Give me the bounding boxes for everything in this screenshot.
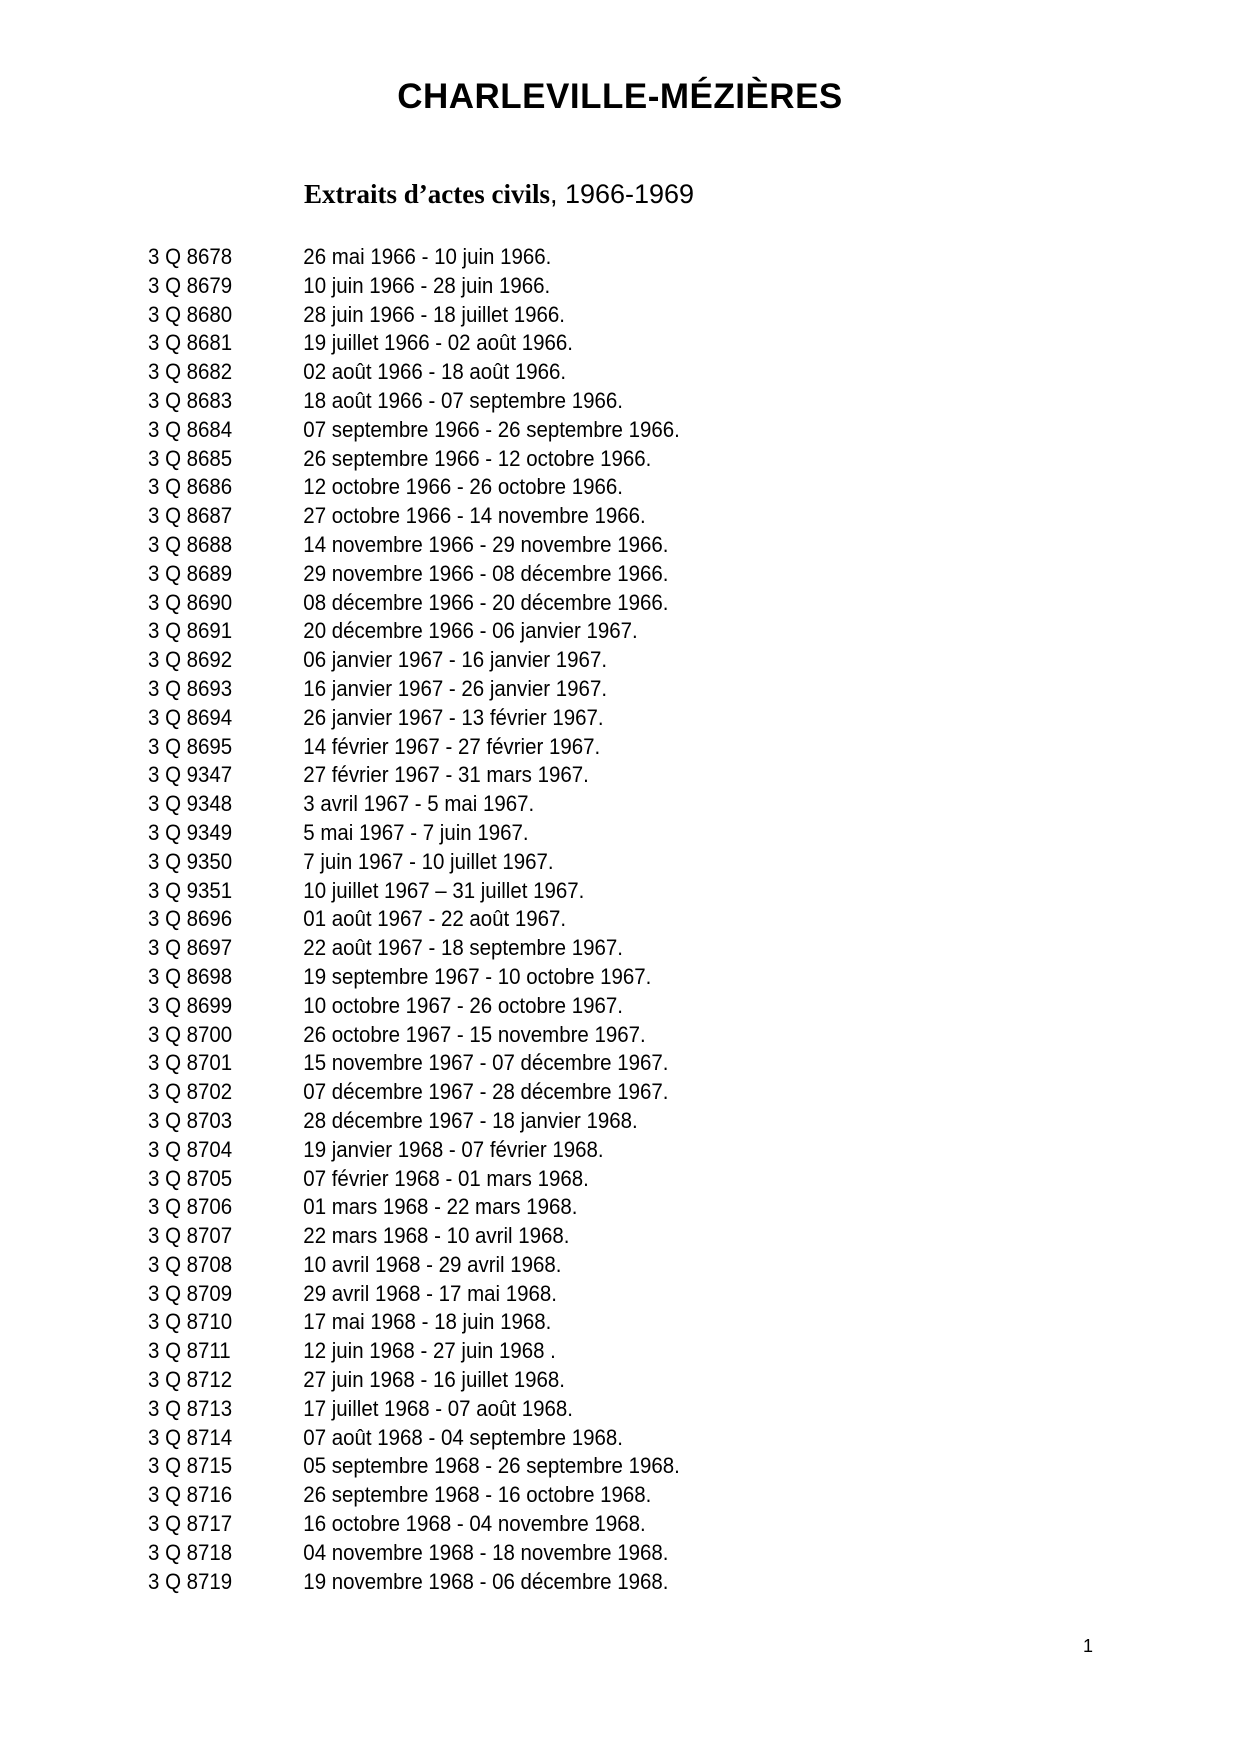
record-date-range: 29 avril 1968 - 17 mai 1968.: [303, 1280, 557, 1306]
record-date-range: 10 juillet 1967 – 31 juillet 1967.: [303, 877, 585, 903]
record-row: [148, 1395, 680, 1424]
record-code: 3 Q 8711: [148, 1338, 231, 1364]
record-row: [148, 1510, 680, 1539]
record-code: 3 Q 9347: [148, 762, 233, 788]
record-date-range: 12 juin 1968 - 27 juin 1968 .: [303, 1338, 556, 1364]
record-code: 3 Q 8714: [148, 1424, 233, 1450]
record-list: [148, 243, 720, 1596]
record-date-range: 16 octobre 1968 - 04 novembre 1968.: [303, 1511, 646, 1537]
record-date-range: 15 novembre 1967 - 07 décembre 1967.: [303, 1050, 669, 1076]
record-row: [148, 1568, 680, 1597]
record-row: [148, 790, 680, 819]
record-code: 3 Q 8684: [148, 416, 233, 442]
record-row: [148, 243, 680, 272]
record-date-range: 27 octobre 1966 - 14 novembre 1966.: [303, 503, 646, 529]
record-date-range: 10 juin 1966 - 28 juin 1966.: [303, 272, 551, 298]
record-code: 3 Q 8689: [148, 560, 233, 586]
record-date-range: 17 mai 1968 - 18 juin 1968.: [303, 1309, 552, 1335]
record-row: [148, 589, 680, 618]
record-code: 3 Q 8679: [148, 272, 233, 298]
record-code: 3 Q 8712: [148, 1367, 233, 1393]
record-date-range: 19 janvier 1968 - 07 février 1968.: [303, 1136, 604, 1162]
record-row: [148, 531, 680, 560]
record-date-range: 10 avril 1968 - 29 avril 1968.: [303, 1251, 562, 1277]
record-row: [148, 1222, 680, 1251]
record-code: 3 Q 8710: [148, 1309, 233, 1335]
record-date-range: 26 septembre 1966 - 12 octobre 1966.: [303, 445, 652, 471]
record-date-range: 19 novembre 1968 - 06 décembre 1968.: [303, 1568, 669, 1594]
record-row: [148, 1165, 680, 1194]
record-date-range: 7 juin 1967 - 10 juillet 1967.: [303, 848, 554, 874]
record-code: 3 Q 8701: [148, 1050, 233, 1076]
record-row: [148, 1078, 680, 1107]
record-date-range: 07 février 1968 - 01 mars 1968.: [303, 1165, 589, 1191]
record-date-range: 22 mars 1968 - 10 avril 1968.: [303, 1223, 570, 1249]
record-date-range: 3 avril 1967 - 5 mai 1967.: [303, 791, 535, 817]
record-date-range: 01 mars 1968 - 22 mars 1968.: [303, 1194, 578, 1220]
record-code: 3 Q 8702: [148, 1079, 233, 1105]
record-row: [148, 358, 680, 387]
record-row: [148, 934, 680, 963]
record-date-range: 5 mai 1967 - 7 juin 1967.: [303, 819, 529, 845]
record-row: [148, 1049, 680, 1078]
record-row: [148, 1107, 680, 1136]
record-row: [148, 560, 680, 589]
record-code: 3 Q 8691: [148, 618, 233, 644]
record-row: [148, 963, 680, 992]
record-row: [148, 1308, 680, 1337]
record-code: 3 Q 9350: [148, 848, 233, 874]
record-code: 3 Q 8707: [148, 1223, 233, 1249]
record-code: 3 Q 8703: [148, 1107, 233, 1133]
record-code: 3 Q 8683: [148, 387, 233, 413]
record-code: 3 Q 8706: [148, 1194, 233, 1220]
record-code: 3 Q 8700: [148, 1021, 233, 1047]
record-row: [148, 1539, 680, 1568]
record-code: 3 Q 8690: [148, 589, 233, 615]
record-row: [148, 1424, 680, 1453]
record-row: [148, 646, 680, 675]
record-code: 3 Q 8715: [148, 1453, 233, 1479]
record-row: [148, 905, 680, 934]
record-code: 3 Q 8693: [148, 675, 233, 701]
record-date-range: 29 novembre 1966 - 08 décembre 1966.: [303, 560, 669, 586]
record-code: 3 Q 8699: [148, 992, 233, 1018]
record-code: 3 Q 8695: [148, 733, 233, 759]
record-date-range: 01 août 1967 - 22 août 1967.: [303, 906, 567, 932]
record-code: 3 Q 8678: [148, 244, 233, 269]
record-row: [148, 819, 680, 848]
record-row: [148, 473, 680, 502]
record-code: 3 Q 8697: [148, 935, 233, 961]
record-date-range: 14 novembre 1966 - 29 novembre 1966.: [303, 531, 669, 557]
record-date-range: 05 septembre 1968 - 26 septembre 1968.: [303, 1453, 680, 1479]
record-date-range: 07 août 1968 - 04 septembre 1968.: [303, 1424, 623, 1450]
record-code: 3 Q 9348: [148, 791, 233, 817]
record-date-range: 20 décembre 1966 - 06 janvier 1967.: [303, 618, 638, 644]
record-row: [148, 733, 680, 762]
record-row: [148, 1280, 680, 1309]
record-row: [148, 704, 680, 733]
record-date-range: 16 janvier 1967 - 26 janvier 1967.: [303, 675, 608, 701]
page-number: 1: [1083, 1636, 1094, 1656]
record-row: [148, 272, 680, 301]
record-row: [148, 1021, 680, 1050]
record-date-range: 08 décembre 1966 - 20 décembre 1966.: [303, 589, 669, 615]
record-date-range: 19 juillet 1966 - 02 août 1966.: [303, 330, 573, 356]
record-row: [148, 1193, 680, 1222]
record-code: 3 Q 8681: [148, 330, 233, 356]
record-code: 3 Q 9349: [148, 819, 233, 845]
record-code: 3 Q 8696: [148, 906, 233, 932]
record-date-range: 17 juillet 1968 - 07 août 1968.: [303, 1395, 573, 1421]
record-row: [148, 675, 680, 704]
record-date-range: 10 octobre 1967 - 26 octobre 1967.: [303, 992, 623, 1018]
record-date-range: 28 juin 1966 - 18 juillet 1966.: [303, 301, 565, 327]
record-code: 3 Q 8685: [148, 445, 233, 471]
record-code: 3 Q 8680: [148, 301, 233, 327]
record-code: 3 Q 8716: [148, 1482, 233, 1508]
record-row: [148, 1452, 680, 1481]
record-date-range: 02 août 1966 - 18 août 1966.: [303, 359, 567, 385]
record-row: [148, 1251, 680, 1280]
record-date-range: 12 octobre 1966 - 26 octobre 1966.: [303, 474, 623, 500]
record-date-range: 07 septembre 1966 - 26 septembre 1966.: [303, 416, 680, 442]
record-date-range: 07 décembre 1967 - 28 décembre 1967.: [303, 1079, 669, 1105]
record-row: [148, 617, 680, 646]
record-code: 3 Q 8692: [148, 647, 233, 673]
section-subtitle: [304, 176, 694, 212]
record-date-range: 26 mai 1966 - 10 juin 1966.: [303, 244, 552, 269]
record-code: 3 Q 8682: [148, 359, 233, 385]
record-date-range: 28 décembre 1967 - 18 janvier 1968.: [303, 1107, 638, 1133]
record-date-range: 14 février 1967 - 27 février 1967.: [303, 733, 601, 759]
record-date-range: 06 janvier 1967 - 16 janvier 1967.: [303, 647, 608, 673]
record-code: 3 Q 8717: [148, 1511, 233, 1537]
record-row: [148, 1481, 680, 1510]
record-date-range: 22 août 1967 - 18 septembre 1967.: [303, 935, 623, 961]
record-date-range: 19 septembre 1967 - 10 octobre 1967.: [303, 963, 652, 989]
record-code: 3 Q 8686: [148, 474, 233, 500]
record-code: 3 Q 8698: [148, 963, 233, 989]
record-row: [148, 416, 680, 445]
record-row: [148, 301, 680, 330]
record-date-range: 18 août 1966 - 07 septembre 1966.: [303, 387, 623, 413]
record-code: 3 Q 8694: [148, 704, 233, 730]
record-row: [148, 329, 680, 358]
record-row: [148, 992, 680, 1021]
record-code: 3 Q 8719: [148, 1568, 233, 1594]
record-date-range: 04 novembre 1968 - 18 novembre 1968.: [303, 1539, 669, 1565]
record-row: [148, 445, 680, 474]
record-row: [148, 1366, 680, 1395]
record-row: [148, 1337, 680, 1366]
record-row: [148, 877, 680, 906]
record-row: [148, 761, 680, 790]
record-code: 3 Q 8704: [148, 1136, 233, 1162]
record-date-range: 26 octobre 1967 - 15 novembre 1967.: [303, 1021, 646, 1047]
record-code: 3 Q 8709: [148, 1280, 233, 1306]
record-code: 3 Q 8688: [148, 531, 233, 557]
page-title: CHARLEVILLE-MÉZIÈRES: [397, 77, 843, 116]
subtitle-heading: Extraits d’actes civils: [304, 179, 550, 209]
record-row: [148, 848, 680, 877]
record-row: [148, 1136, 680, 1165]
record-code: 3 Q 9351: [148, 877, 233, 903]
record-date-range: 27 février 1967 - 31 mars 1967.: [303, 762, 589, 788]
record-code: 3 Q 8713: [148, 1395, 233, 1421]
record-row: [148, 387, 680, 416]
record-code: 3 Q 8705: [148, 1165, 233, 1191]
record-code: 3 Q 8718: [148, 1539, 233, 1565]
record-code: 3 Q 8708: [148, 1251, 233, 1277]
record-date-range: 26 janvier 1967 - 13 février 1967.: [303, 704, 604, 730]
record-date-range: 26 septembre 1968 - 16 octobre 1968.: [303, 1482, 652, 1508]
record-code: 3 Q 8687: [148, 503, 233, 529]
record-row: [148, 502, 680, 531]
record-date-range: 27 juin 1968 - 16 juillet 1968.: [303, 1367, 565, 1393]
subtitle-date-range: , 1966-1969: [549, 179, 695, 209]
